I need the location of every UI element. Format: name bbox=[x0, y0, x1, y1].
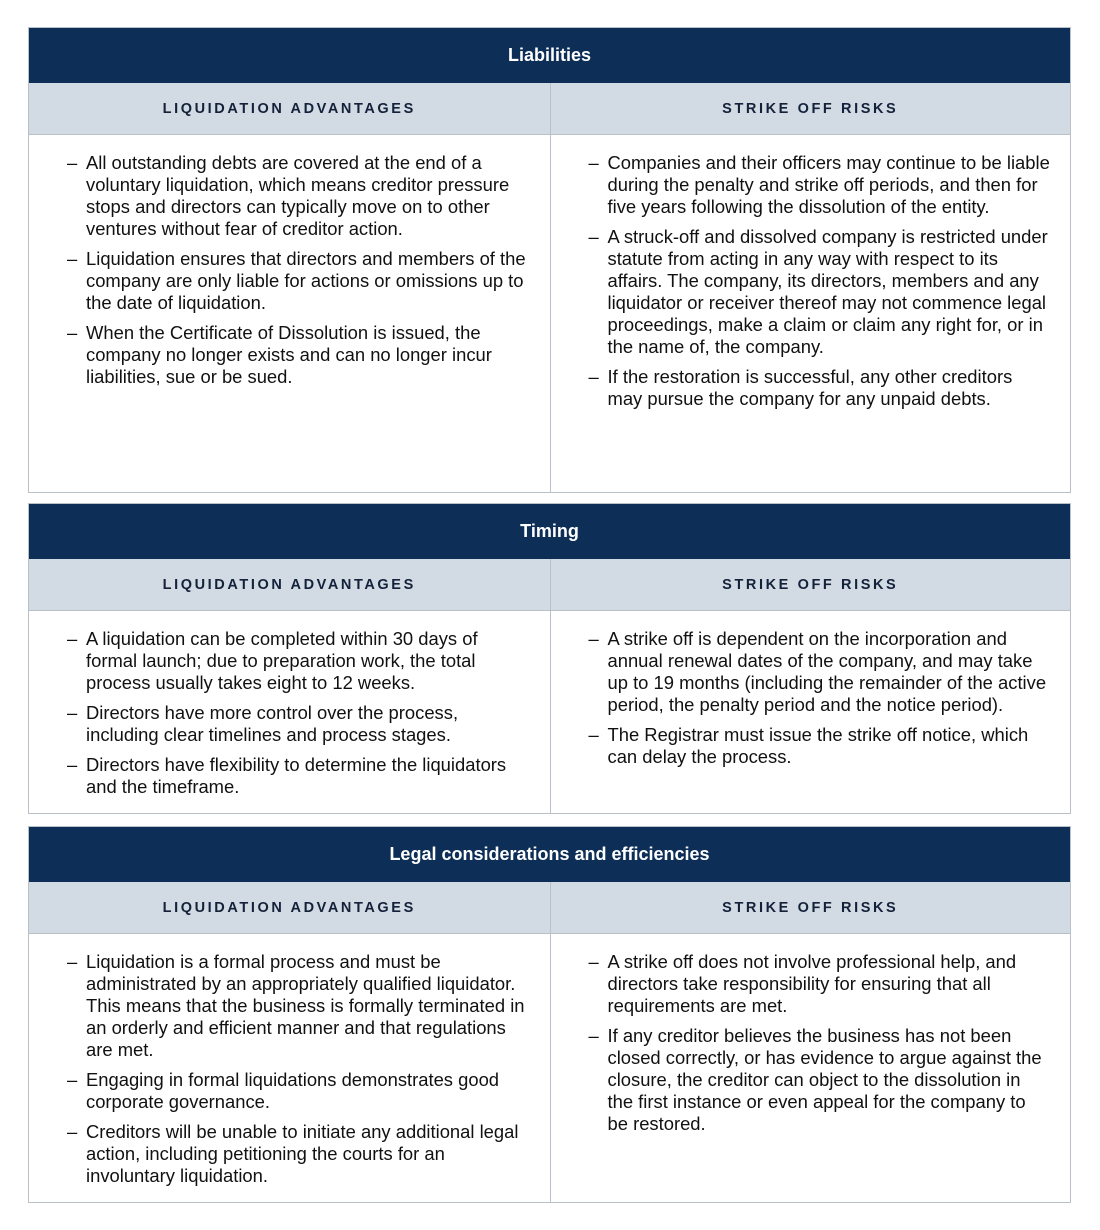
liquidation-advantages-header: LIQUIDATION ADVANTAGES bbox=[162, 100, 416, 117]
strike-off-risks-header: STRIKE OFF RISKS bbox=[550, 882, 1071, 933]
liabilities-section bbox=[28, 27, 1071, 493]
content-row bbox=[29, 611, 1070, 813]
list-item: – A strike off is dependent on the incorporation and annual renewal dates of the company, and may take up to 19 months (including the remainder of the active period, the penalty period and the notice period). bbox=[589, 628, 1051, 716]
list-item: – Liquidation ensures that directors and members of the company are only liable for actions or omissions up to the date of liquidation. bbox=[67, 248, 530, 314]
timing-section bbox=[28, 503, 1071, 814]
list-item: – Directors have flexibility to determine the liquidators and the timeframe. bbox=[67, 754, 530, 798]
content-row bbox=[29, 934, 1070, 1202]
list-item: – Companies and their officers may continue to be liable during the penalty and strike off periods, and then for five years following the dissolution of the entity. bbox=[589, 152, 1051, 218]
section-title: Liabilities bbox=[29, 28, 1070, 83]
section-title: Legal considerations and efficiencies bbox=[29, 827, 1070, 882]
strike-off-risks-list bbox=[550, 934, 1071, 1202]
column-header-row bbox=[29, 559, 1070, 611]
strike-off-risks-header: STRIKE OFF RISKS bbox=[550, 83, 1071, 134]
list-item: – Engaging in formal liquidations demonstrates good corporate governance. bbox=[67, 1069, 530, 1113]
legal-considerations-section bbox=[28, 826, 1071, 1203]
list-item: – Liquidation is a formal process and must be administrated by an appropriately qualified liquidator. This means that the business is formally terminated in an orderly and efficient manner and that regulations are met. bbox=[67, 951, 530, 1061]
liquidation-advantages-header: LIQUIDATION ADVANTAGES bbox=[162, 576, 416, 593]
list-item: – A liquidation can be completed within 30 days of formal launch; due to preparation work, the total process usually takes eight to 12 weeks. bbox=[67, 628, 530, 694]
liquidation-advantages-list bbox=[29, 135, 550, 492]
list-item: – Creditors will be unable to initiate any additional legal action, including petitioning the courts for an involuntary liquidation. bbox=[67, 1121, 530, 1187]
liquidation-advantages-list bbox=[29, 611, 550, 813]
column-header-row bbox=[29, 882, 1070, 934]
list-item: – A strike off does not involve professional help, and directors take responsibility for ensuring that all requirements are met. bbox=[589, 951, 1051, 1017]
list-item: – Directors have more control over the process, including clear timelines and process stages. bbox=[67, 702, 530, 746]
strike-off-risks-list bbox=[550, 611, 1071, 813]
list-item: – When the Certificate of Dissolution is issued, the company no longer exists and can no longer incur liabilities, sue or be sued. bbox=[67, 322, 530, 388]
column-header-row bbox=[29, 83, 1070, 135]
list-item: – All outstanding debts are covered at the end of a voluntary liquidation, which means creditor pressure stops and directors can typically move on to other ventures without fear of creditor action. bbox=[67, 152, 530, 240]
liquidation-advantages-list bbox=[29, 934, 550, 1202]
list-item: – The Registrar must issue the strike off notice, which can delay the process. bbox=[589, 724, 1051, 768]
liquidation-advantages-header: LIQUIDATION ADVANTAGES bbox=[162, 899, 416, 916]
section-title: Timing bbox=[29, 504, 1070, 559]
list-item: – A struck-off and dissolved company is restricted under statute from acting in any way with respect to its affairs. The company, its directors, members and any liquidator or receiver thereof may not commence legal proceedings, make a claim or claim any right for, or in the name of, the company. bbox=[589, 226, 1051, 358]
strike-off-risks-list bbox=[550, 135, 1071, 492]
strike-off-risks-header: STRIKE OFF RISKS bbox=[550, 559, 1071, 610]
content-row bbox=[29, 135, 1070, 492]
list-item: – If any creditor believes the business has not been closed correctly, or has evidence to argue against the closure, the creditor can object to the dissolution in the first instance or even appeal for the company to be restored. bbox=[589, 1025, 1051, 1135]
list-item: – If the restoration is successful, any other creditors may pursue the company for any unpaid debts. bbox=[589, 366, 1051, 410]
